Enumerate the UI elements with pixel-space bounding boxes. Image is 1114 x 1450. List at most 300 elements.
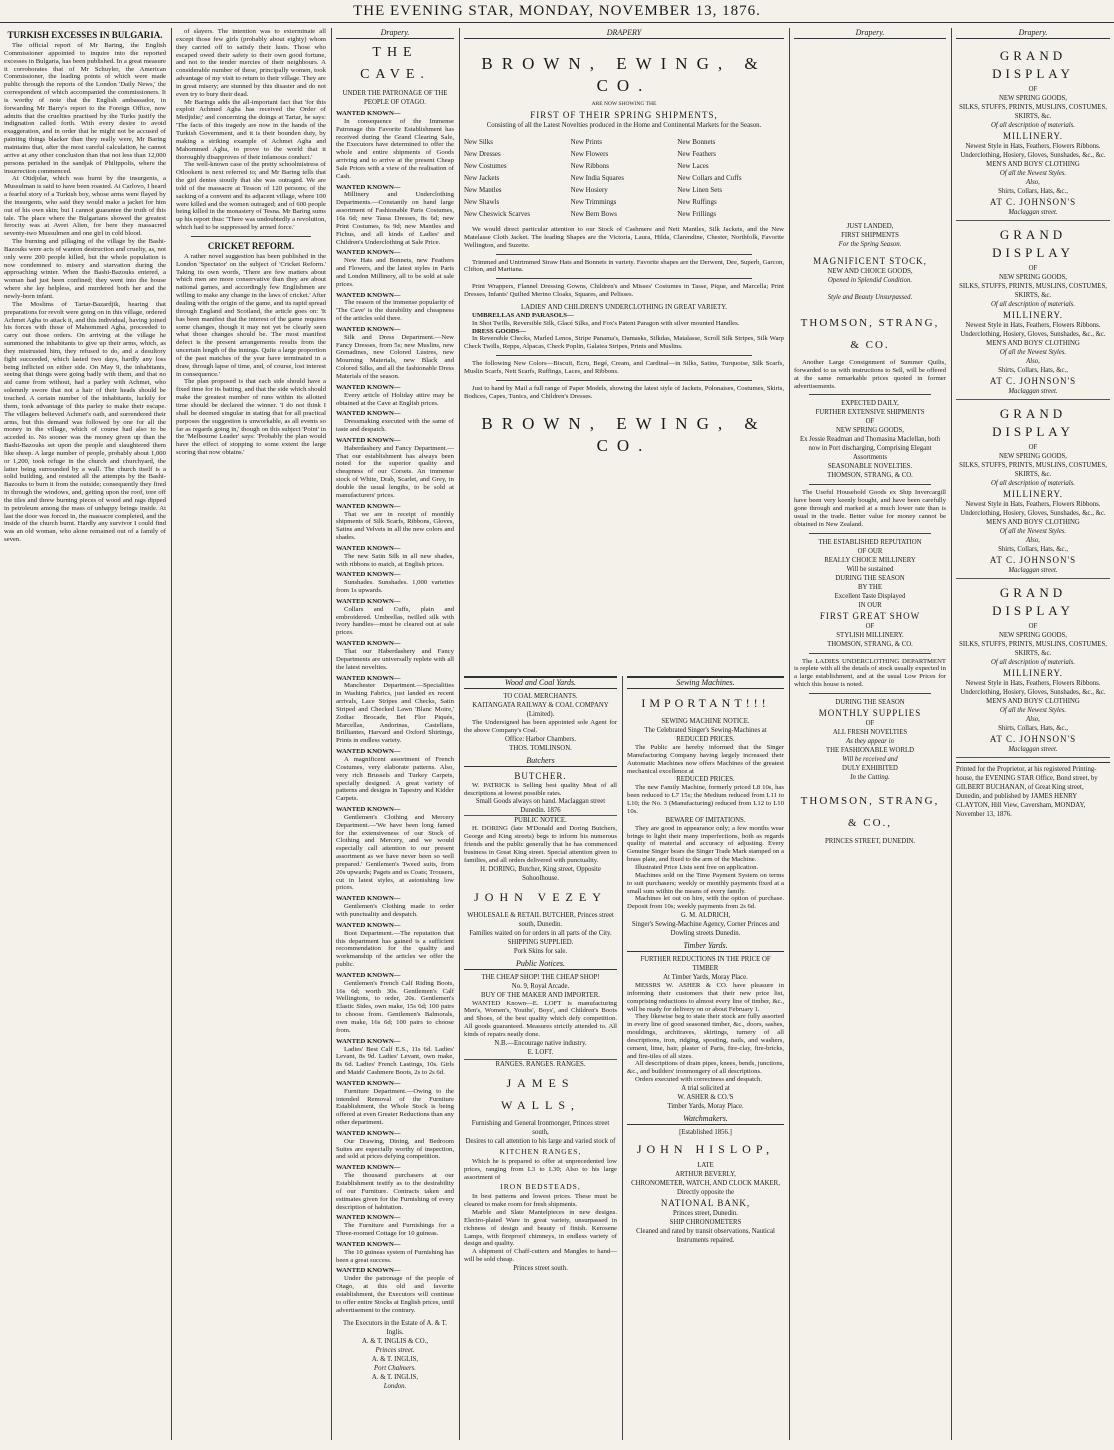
wanted-known-text: A magnificent assortment of French Costumes, very elaborate patterns. Also, very rich Brussels and Turkey Carpets, specially designed. A great variety of patterns and designs in Tapestry and Kidder Carpets.	[336, 755, 454, 803]
ad-para: Print Wrappers, Flannel Dressing Gowns, Children's and Misses' Costumes in Tasse, Pique, and Marcella; Print Dresses, Infants' Quilted Merino Cloaks, Squares, and Pelisses.	[464, 283, 784, 299]
johnson-line-also: Also,	[1026, 179, 1040, 186]
ad-line: G. M. ALDRICH,	[680, 912, 731, 920]
johnson-line-mil: MILLINERY.	[1002, 310, 1064, 320]
ad-line: REDUCED PRICES.	[676, 776, 735, 784]
wanted-known-head: WANTED KNOWN—	[336, 640, 401, 648]
johnson-line-nsg: NEW SPRING GOODS,	[998, 632, 1068, 639]
wanted-known-head: WANTED KNOWN—	[336, 674, 401, 682]
ad-line: At Timber Yards, Moray Place.	[663, 974, 748, 982]
ad-line: DURING THE SEASON	[835, 698, 905, 706]
ad-line: STYLISH MILLINERY.	[836, 631, 904, 639]
wanted-known-head: WANTED KNOWN—	[336, 1164, 401, 1172]
johnson-line-of: OF	[1028, 623, 1038, 630]
cave-sig: A. & T. INGLIS,	[371, 1373, 419, 1381]
johnson-line-of: OF	[1028, 86, 1038, 93]
johnson-line-also: Also,	[1026, 358, 1040, 365]
wanted-known-head: WANTED KNOWN—	[336, 383, 401, 391]
ad-para: H. DORING (late M'Donald and Doring Butchers, George and King streets) begs to inform his numerous friends and the public generally that he has commenced business in Great King street. Special attention given to families, and all orders delivered with punctuality.	[464, 825, 617, 864]
novelty-col	[677, 136, 784, 220]
johnson-line-ns: Newest Style in Hats, Feathers, Flowers Ribbons.	[965, 322, 1101, 329]
johnson-line-acj: AT C. JOHNSON'S	[989, 555, 1077, 565]
ad-line: THOS. TOMLINSON.	[509, 744, 572, 752]
johnson-line-gd: GRAND DISPLAY	[992, 585, 1074, 618]
column-johnson	[956, 28, 1110, 1440]
cave-patronage: UNDER THE PATRONAGE OF THE PEOPLE OF OTAGO.	[342, 90, 448, 106]
ad-line: Excellent Taste Displayed	[834, 592, 906, 600]
firm-name: THOMSON, STRANG, & CO.,	[800, 794, 940, 829]
johnson-line-nsg: NEW SPRING GOODS,	[998, 274, 1068, 281]
wanted-known-head: WANTED KNOWN—	[336, 748, 401, 756]
section-head: Drapery.	[956, 28, 1110, 39]
ad-line: THOMSON, STRANG, & CO.	[827, 640, 913, 648]
wanted-known-text: The 10 guineas system of Furnishing has been a great success.	[336, 1248, 454, 1264]
column-sewing	[627, 676, 784, 1442]
wanted-known-head: WANTED KNOWN—	[336, 110, 401, 117]
column-news-2	[176, 28, 326, 1440]
ad-line: WHOLESALE & RETAIL BUTCHER, Princes street south, Dunedin.	[467, 911, 614, 928]
johnson-line-uh: Underclothing, Hosiery, Gloves, Sunshades, &c., &c.	[960, 689, 1106, 696]
ad-line: KITCHEN RANGES,	[499, 1146, 582, 1156]
johnson-line-oan: Of all the Newest Styles.	[999, 528, 1067, 535]
first-shipment: FIRST OF THEIR SPRING SHIPMENTS,	[530, 110, 718, 120]
ad-para: A shipment of Chaff-cutters and Mangles to hand—will be sold cheap.	[464, 1248, 617, 1264]
johnson-line-nsg: NEW SPRING GOODS,	[998, 453, 1068, 460]
johnson-line-sch: Shirts, Collars, Hats, &c.,	[998, 725, 1068, 732]
article-para: The burning and pillaging of the village by the Bashi-Bazouks were acts of wanton destruction and cruelty, as, not only were 200 people killed, but the whole population is now condemned to misery and starvation during the approaching winter. When the Bashi-Bazouks entered, a woman had just been confined; they went into the house where she lay helpless, and murdered both her and the newly-born infant.	[4, 238, 166, 300]
johnson-line-adm: Of all description of materials.	[990, 301, 1075, 308]
ad-line: OF	[865, 622, 875, 630]
novelty-item: New Collars and Cuffs	[677, 174, 742, 182]
novelty-item: New Bonnets	[677, 138, 716, 146]
ad-line: Style and Beauty Unsurpassed.	[827, 294, 913, 301]
column-thomson-strang	[794, 28, 946, 1440]
section-head: Drapery.	[794, 28, 946, 39]
johnson-line-of: OF	[1028, 265, 1038, 272]
johnson-line-mbc: MEN'S AND BOYS' CLOTHING	[986, 340, 1080, 347]
ad-title: BUTCHER.	[514, 770, 567, 781]
ad-line: ARTHUR BEVERLY,	[675, 1171, 736, 1178]
johnson-line-oan: Of all the Newest Styles.	[999, 707, 1067, 714]
johnson-line-oan: Of all the Newest Styles.	[999, 349, 1067, 356]
ad-para: The new Family Machine, formerly priced L8 10s, has been reduced to L7 15s; the Medium reduced from L11 to L10; the No. 3 (Manufacturing) reduced from L12 to L10 10s.	[627, 784, 784, 815]
wanted-known-head: WANTED KNOWN—	[336, 571, 401, 579]
johnson-line-sch: Shirts, Collars, Hats, &c.,	[998, 188, 1068, 195]
wanted-known-text: Sunshades. Sunshades. 1,000 varieties from 1s upwards.	[336, 579, 454, 595]
ad-line: [Established 1856.]	[679, 1129, 732, 1136]
ad-para: The Undersigned has been appointed sole Agent for the above Company's Coal.	[464, 719, 617, 734]
wanted-known-head: WANTED KNOWN—	[336, 1240, 401, 1248]
ad-line: THOMSON, STRANG, & CO.	[827, 472, 913, 480]
johnson-line-ssp: SILKS, STUFFS, PRINTS, MUSLINS, COSTUMES, SKIRTS, &c.	[959, 641, 1107, 657]
wanted-known-text: Under the patronage of the people of Otago, at this old and favorite establishment, the Executors will continue to offer entire Stocks at English prices, until advertisement to the contrary.	[336, 1275, 454, 1314]
johnson-line-mbc: MEN'S AND BOYS' CLOTHING	[986, 519, 1080, 526]
ad-line: BUY OF THE MAKER AND IMPORTER.	[481, 991, 600, 999]
ad-line: Ex Jessie Readman and Thomasina Maclellan, both now in Port discharging, Comprising Elegant Assortments	[799, 436, 941, 462]
johnson-line-uh: Underclothing, Hosiery, Gloves, Sunshades, &c., &c.	[960, 331, 1106, 338]
cave-title: THE CAVE.	[360, 45, 430, 82]
novelty-item: New Prints	[570, 138, 602, 146]
ad-line: IN OUR	[858, 601, 882, 609]
ad-line: REDUCED PRICES.	[676, 736, 735, 743]
ad-line: FIRST GREAT SHOW	[819, 610, 921, 621]
section-head: Sewing Machines.	[627, 678, 784, 689]
ad-line: JUST LANDED,	[846, 223, 894, 230]
novelty-item: New Cheswick Scarves	[464, 210, 531, 218]
ad-para: The LADIES UNDERCLOTHING DEPARTMENT is replete with all the details of stock usually expected in a large establishment, and at the usual Low Prices for which this house is noted.	[794, 657, 946, 689]
ad-line: ALL FRESH NOVELTIES	[832, 728, 908, 736]
johnson-line-nsg: NEW SPRING GOODS,	[998, 95, 1068, 102]
novelty-col	[464, 136, 571, 220]
wanted-known-text: Boot Department.—The reputation that this department has gained is a sufficient recommendation for the quality and workmanship of the articles we offer the public.	[336, 929, 454, 969]
divider	[809, 484, 931, 485]
ad-line: Desires to call attention to his large and varied stock of	[465, 1137, 616, 1145]
novelty-item: New Linen Sets	[677, 186, 723, 194]
cave-sig: London.	[383, 1382, 407, 1390]
ad-line: H. DORING, Butcher, King street, Opposite Sohoolhouse.	[480, 865, 601, 882]
wanted-known-text: Ladies' Best Calf E.S., 11s 6d. Ladies' Levant, 8s 9d. Ladies' Levant, own make, 8s 6d. Ladies' French Lastings, 10s. Girls and Maids' Cashmere Boots, 2s to 2s 6d.	[336, 1045, 454, 1077]
column-wood-coal	[464, 676, 617, 1442]
johnson-line-ms: Maclaggan street.	[1008, 209, 1058, 216]
wanted-known-text: In consequence of the Immense Patronage this Favorite Establishment has received during the Grand Clearing Sale, the Executors have determined to offer the whole and entire shipments of Goods arriving and to arrive at the present Cheap Sale Prices with a view of the realisation of Cash.	[336, 117, 454, 180]
ad-para: Which he is prepared to offer at unprecedented low prices, ranging from L3 to L30; Also to his large assortment of	[464, 1157, 617, 1181]
johnson-line-sch: Shirts, Collars, Hats, &c.,	[998, 546, 1068, 553]
ad-line: NEW AND CHOICE GOODS,	[827, 268, 913, 275]
article-para: The official report of Mr Baring, the English Commissioner appointed to inquire into the reported excesses in Bulgaria, has been published. In a great measure it corroborates that of Mr Schuyler, the American Commissioner, the leading points of which were made public through the reports of the London 'Daily News,' the correspondent of which accompanied the commissioners. It is worthy of note that the English ambassador, in forwarding Mr Barry's report to the Foreign Office, now admits that the cruelties practised by the Turks justify the indignation called forth. With every desire to avoid exaggeration, and in order that he might not be accused of painting things blacker than they really were, Mr Baring maintains that, after the most careful calculation, he cannot arrive at any other conclusion than that not less than 12,000 persons perished in the sandjak of Philippolis, where the insurrection commenced.	[4, 42, 166, 175]
johnson-line-also: Also,	[1026, 537, 1040, 544]
ad-subhead: UMBRELLAS AND PARASOLS—	[472, 311, 574, 319]
ad-para: Trimmed and Untrimmed Straw Hats and Bonnets in variety. Favorite shapes are the Derwent, Dee, Superb, Garcon, Clifton, and Maritana.	[464, 258, 784, 274]
ad-para: The Public are hereby informed that the Singer Manufacturing Company having largely increased their Automatic Machines now offers Machines of the greatest mechanical excellence at	[627, 744, 784, 775]
johnson-line-also: Also,	[1026, 716, 1040, 723]
ad-line: MONTHLY SUPPLIES	[818, 707, 922, 718]
wanted-known-head: WANTED KNOWN—	[336, 1079, 401, 1087]
ad-line: E. LOFT.	[527, 1048, 554, 1056]
ad-line: SEWING MACHINE NOTICE.	[661, 718, 750, 725]
ad-title: IMPORTANT!!!	[641, 696, 770, 710]
ad-line: EXPECTED DAILY,	[841, 400, 899, 408]
column-news-1	[4, 28, 166, 1440]
johnson-line-acj: AT C. JOHNSON'S	[989, 197, 1077, 207]
ad-line: IRON BEDSTEADS,	[500, 1182, 581, 1192]
ad-para: We would direct particular attention to our Stock of Cashmere and Nett Mantles, Silk Jackets, and the New Matelasse Cloth Jacket. The leading Shapes are the Victoria, Laura, Hilda, Clarendine, Chester, Northfolk, Favorite Wellington, and Suzette.	[464, 226, 784, 249]
wanted-known-head: WANTED KNOWN—	[336, 1267, 401, 1275]
ad-line: Office: Harbor Chambers.	[504, 735, 577, 743]
novelty-item: New Trimmings	[570, 198, 617, 206]
johnson-line-ns: Newest Style in Hats, Feathers, Flowers Ribbons.	[965, 501, 1101, 508]
ad-para: All descriptions of drain pipes, knees, bends, junctions, &c., and builders' ironmongery of all descriptions.	[627, 1060, 784, 1076]
cave-sig: Port Chalmers.	[374, 1364, 416, 1372]
column-rule	[789, 28, 790, 1440]
ad-para: They are good in appearance only; a few months wear brings to light their many imperfections, both as regards quality of material and accuracy of adjusting. Every Genuine Singer bears the Singer Trade Mark stamped on a brass plate, and fixed to the arm of the Machine.	[627, 824, 784, 864]
ad-para: MESSRS W. ASHER & CO. have pleasure in informing their customers that their new price list, comprising reductions to almost every line of timber, &c., will be ready for delivery on or about February 1.	[627, 982, 784, 1013]
divider	[496, 380, 752, 381]
section-head: Butchers	[464, 756, 617, 767]
johnson-line-acj: AT C. JOHNSON'S	[989, 376, 1077, 386]
johnson-line-ns: Newest Style in Hats, Feathers, Flowers Ribbons.	[965, 143, 1101, 150]
wanted-known-text: Gentlemen's Clothing made to order with punctuality and despatch.	[336, 903, 454, 918]
ad-line: SHIP CHRONOMETERS	[669, 1219, 742, 1226]
ad-line: BEWARE OF IMITATIONS.	[665, 816, 746, 824]
johnson-line-gd: GRAND DISPLAY	[992, 227, 1074, 260]
johnson-line-mil: MILLINERY.	[1002, 668, 1064, 678]
section-head: DRAPERY	[464, 28, 784, 39]
ad-line: NEW SPRING GOODS,	[835, 427, 905, 435]
wanted-known-text: Millinery and Underclothing Departments.—Constantly on hand large assortment of Fashionable Paris Costumes, 16s 6d; new Tassa Dresses, 8s 6d; new Print Costumes, 6s 9d; new Mantles and Fichus, and all kinds of Ladies' and Children's Underclothing at Sale Price.	[336, 191, 454, 246]
johnson-line-mil: MILLINERY.	[1002, 489, 1064, 499]
johnson-line-uh: Underclothing, Hosiery, Gloves, Sunshades, &c., &c.	[960, 152, 1106, 159]
article-para: The well-known case of the pretty schoolmistress of Otlookeni is next referred to; and Mr Baring tells that the girl denies stoutly that she was outraged. We are told of the massacre at Tesson of 120 persons; of the sacking of a convent and its adjacent village, where 100 were killed and the women outraged; and of 600 people being killed in the monastery of Tesna. Mr Baring sums up his report thus: 'There was undoubtedly a revolution, which had to be suppressed by armed force.'	[176, 161, 326, 232]
ad-para: Illustrated Price Lists sent free on application.	[635, 863, 759, 871]
consisting: Consisting of all the Latest Novelties produced in the Home and Continental Markets for the Season.	[486, 122, 762, 129]
johnson-ad	[956, 221, 1110, 400]
cave-sig: A. & T. INGLIS & CO.,	[361, 1337, 429, 1345]
ad-line: LATE	[697, 1162, 714, 1169]
johnson-line-adm: Of all description of materials.	[990, 480, 1075, 487]
ad-para: Machines sold on the Time Payment System on terms to suit purchasers; weekly or monthly payments fixed at a small sum within the means of every family.	[627, 871, 784, 895]
wanted-known-text: Silk and Dress Department.—New Fancy Dresses, from 5s; new Muslins, new Grenadines, new Colored Lustres, new Mourning Materials, new Black and Colored Silks, and all the fashionable Dress Materials of the season.	[336, 333, 454, 380]
johnson-line-ssp: SILKS, STUFFS, PRINTS, MUSLINS, COSTUMES, SKIRTS, &c.	[959, 462, 1107, 478]
wanted-known-head: WANTED KNOWN—	[336, 249, 401, 257]
ad-line: CHRONOMETER, WATCH, AND CLOCK MAKER,	[631, 1180, 780, 1187]
ad-para: WANTED Known—E. LOFT is manufacturing Men's, Women's, Youths', Boys', and Children's Boots and Shoes, of the best quality which defy competition. All goods guaranteed. Measures strictly attended to. All kinds of repairs neatly done.	[464, 999, 617, 1038]
johnson-line-oan: Of all the Newest Styles.	[999, 170, 1067, 177]
ad-line: Will be sustained	[846, 565, 894, 573]
divider	[809, 394, 931, 395]
novelty-item: New Frillings	[677, 210, 717, 218]
cave-sig: Princes street.	[375, 1346, 415, 1354]
ad-line: NATIONAL BANK,	[660, 1198, 751, 1208]
wanted-known-head: WANTED KNOWN—	[336, 325, 401, 333]
cave-sig: A. & T. INGLIS,	[371, 1355, 419, 1363]
novelty-item: New Ribbons	[570, 162, 609, 170]
johnson-line-sch: Shirts, Collars, Hats, &c.,	[998, 367, 1068, 374]
johnson-line-of: OF	[1028, 444, 1038, 451]
wanted-known-head: WANTED KNOWN—	[336, 1037, 401, 1045]
ad-para: Just to hand by Mail a full range of Paper Models, showing the latest style of Jackets, Polonaises, Costumes, Skirts, Bodices, Capes, Tunics, and Children's Dresses.	[464, 384, 784, 400]
johnson-line-uh: Underclothing, Hosiery, Gloves, Sunshades, &c., &c.	[960, 510, 1106, 517]
novelty-item: New Dresses	[464, 150, 501, 158]
column-rule	[331, 28, 332, 1440]
article-para: A rather novel suggestion has been published in the London 'Spectator' on the subject of 'Cricket Reform.' Taking its own words, 'There are few matters about which men are more conservative than they are about national games, and accordingly few Englishmen are willing to make any change in the laws of cricket.' After dealing with the origin of the game, and its rapid spread through England and Scotland, the article goes on: 'It has been manifest that the interest of the game requires some changes, though it may not yet be clearly seen what those changes should be. The most manifest defect is the present arrangements results from the uncertain length of the innings. Quite a large proportion of the past matches of the year have terminated in a draw, through lapse of time, and, of course, lost interest in consequence.'	[176, 252, 326, 378]
ad-line: N.B.—Encourage native industry.	[494, 1039, 587, 1047]
ad-para: W. PATRICK is Selling best quality Meat of all descriptions at lowest possible rates.	[464, 781, 617, 797]
divider	[809, 533, 931, 534]
wanted-known-text: Collars and Cuffs, plain and embroidered. Umbrellas, twilled silk with ivory handles—must be cleared out at sale prices.	[336, 605, 454, 637]
wanted-known-text: Haberdashery and Fancy Department.—That our establishment has always been noted for the superior quality and cheapness of our Corsets. An immense stock of White, Drab, Scarlet, and Grey, in double the usual lengths, to be sold at manufacturers' prices.	[336, 444, 454, 499]
johnson-line-adm: Of all description of materials.	[990, 122, 1075, 129]
wanted-known-text: New Hats and Bonnets, new Feathers and Flowers, and the latest styles in Paris and London Millinery, all to be sold at sale prices.	[336, 257, 454, 288]
novelty-col	[571, 136, 678, 220]
section-head: Public Notices.	[464, 959, 617, 970]
ad-para: They likewise beg to state their stock are fully assorted in every line of good seasoned timber, &c., doors, sashes, mouldings, architraves, skirtings, turnery of all descriptions, iron, ridging, spouting, nails, and washers, cement, lime, hair, plaster of Paris, fire-clay, fire-bricks, and fire-tiles of all sizes.	[627, 1013, 784, 1060]
ad-line: For the Spring Season.	[838, 241, 902, 248]
johnson-line-ms: Maclaggan street.	[1008, 567, 1058, 574]
novelty-item: New Hosiery	[570, 186, 608, 194]
ad-line: Timber Yards, Moray Place.	[667, 1103, 744, 1110]
johnson-line-mil: MILLINERY.	[1002, 131, 1064, 141]
wanted-known-text: The Furniture and Furnishings for a Three-roomed Cottage for 10 guineas.	[336, 1222, 454, 1238]
section-head: Watchmakers.	[627, 1114, 784, 1125]
wanted-known-text: The thousand purchasers at our Establishment testify as to the desirability of our Furniture. Contracts taken and estimates given for the Furnishing of every description of habitation.	[336, 1172, 454, 1211]
wanted-known-text: Manchester Department.—Specialities in Washing Fabrics, just landed ex recent arrivals, Lace Stripes and Checks, Satin Striped and Checked Lawn 'Blanc Moire,' Zodiac Brocade, Bet Flor Piqués, Marcellas, Andorinas, Castellans, Brilliantes, Harvard and Oxford Shirtings, Prints in endless variety.	[336, 682, 454, 745]
wanted-known-head: WANTED KNOWN—	[336, 1129, 401, 1137]
johnson-line-adm: Of all description of materials.	[990, 659, 1075, 666]
ad-line: Families waited on for orders in all parts of the City.	[469, 929, 612, 937]
divider	[496, 278, 752, 279]
section-head: Wood and Coal Yards.	[464, 678, 617, 689]
firm-name: BROWN, EWING, & CO.	[481, 54, 767, 95]
wanted-known-head: WANTED KNOWN—	[336, 895, 401, 903]
ad-line: DULY EXHIBITED	[842, 764, 898, 772]
divider	[191, 236, 311, 237]
wanted-known-text: The reason of the immense popularity of 'The Cave' is the durability and cheapness of the articles sold there.	[336, 299, 454, 323]
ad-line: OF	[865, 418, 875, 426]
article-para: Mr Barings adds the all-important fact that 'for this exploit Achmed Agha has received the Order of Medjidie;' and concerning the doings at Tartar, he says: 'The facts of this tragedy are now in the hands of the Turkish Government, and it is their bounden duty, by making a striking example of Achmet Agha and Mahommed Agha, to prove to the world that it thoroughly disapproves of their infamous conduct.'	[176, 98, 326, 161]
johnson-line-gd: GRAND DISPLAY	[992, 406, 1074, 439]
wanted-known-head: WANTED KNOWN—	[336, 436, 401, 444]
article-title: TURKISH EXCESSES IN BULGARIA.	[7, 30, 163, 40]
ad-line: Princes street, Dunedin.	[673, 1210, 738, 1217]
divider	[809, 653, 931, 654]
wanted-known-text: Dressmaking executed with the same of taste and despatch.	[336, 418, 454, 434]
article-para: of slayers. The intention was to exterminate all except those few girls (probably about eighty) whom they carried off to satisfy their lusts. Those who escaped owed their safety to their own good fortune, and not to the tender mercies of their neighbours. A considerable number of these, principally women, took advantage of my visit to return to their village. They are in great misery; are stunned by this disaster and do not even try to bury their dead.	[176, 28, 326, 98]
ad-title: JOHN VEZEY	[474, 889, 607, 904]
ad-para: In Reversible Checks, Marled Lenos, Stripe Panama's, Damasks, Silkdas, Matalasse, Scroll Silk Stripes, Silk Warp Check Twills, Repps, Alpacas, Check Poplin, Galatea Stripes, Prints and Muslins.	[464, 335, 784, 351]
ad-para: Orders executed with correctness and despatch.	[635, 1076, 763, 1084]
imprint: Printed for the Proprietor, at his registered Printing-house, the EVENING STAR Office, Bond street, by GILBERT BUCHANAN, of Great King street, Dunedin, and published by JAMES HENRY CLAYTON, Hill View, Caversham, MONDAY, November 13, 1876.	[956, 762, 1110, 819]
wanted-known-head: WANTED KNOWN—	[336, 1214, 401, 1222]
ad-line: Pork Skins for sale.	[513, 947, 568, 955]
ad-line: W. ASHER & CO.'S	[677, 1094, 734, 1101]
novelty-item: New Costumes	[464, 162, 507, 170]
article-para: The Moslims of Tartar-Bazardjik, hearing that preparations for revolt were going on in this village, ordered Achmet Agha to attack it, and this individual, having joined his forces with those of Mahommed Agha, proceeded to carry out those orders. On arriving at the village he summoned the inhabitants to give up their arms, which, as they mistrusted him, they refused to do, and a desultory fight succeeded, which lasted two days, hardly any loss being inflicted on either side. On May 9, the inhabitants, seeing that things were going badly with them, and that no aid came from without, had a parley with Achmet, who solemnly swore that not a hair of their heads should be touched. A certain number of the inhabitants, luckily for them, took advantage of this parley to make their escape. The villagers believed Achmet's oath, and surrendered their arms, but this demand was followed by one for all the money in the village, which of course had also to be acceded to. No sooner was the money given up than the Bashi-Bazouks set upon the people and slaughtered them like sheep. A large number of people, probably about 1,000 or 1,200, took refuge in the church and churchyard, the latter being surrounded by a wall. The church itself is a solid building, and resisted all the attempts by the Bashi-Bazouks to burn it from the outside; consequently they fired in through the windows, and, getting upon the roof, tore off the tiles and threw burning pieces of wood and rags dipped in petroleum among the mass of unhappy beings inside. At last the door was forced in, the massacre completed, and the inside of the church burnt. Hardly any survivor I could find was an old woman, who alone remained out of a family of seven.	[4, 300, 166, 544]
masthead: THE EVENING STAR, MONDAY, NOVEMBER 13, 1876.	[0, 0, 1114, 23]
wanted-known-head: WANTED KNOWN—	[336, 971, 401, 979]
johnson-line-gd: GRAND DISPLAY	[992, 48, 1074, 81]
johnson-line-ms: Maclaggan street.	[1008, 388, 1058, 395]
ad-line: Opened in Splendid Condition.	[827, 277, 913, 284]
showing: ARE NOW SHOWING THE	[591, 101, 657, 107]
column-rule	[951, 28, 952, 1440]
ad-line: SHIPPING SUPPLIED.	[507, 938, 574, 946]
novelty-item: New Jackets	[464, 174, 500, 182]
novelty-item: New India Squares	[570, 174, 624, 182]
wanted-known-text: That we are in receipt of monthly shipments of Silk Scarfs, Ribbons, Gloves, Satins and Velvets in all the new colors and shades.	[336, 510, 454, 542]
column-rule	[171, 28, 172, 1440]
wanted-known-head: WANTED KNOWN—	[336, 544, 401, 552]
johnson-line-mbc: MEN'S AND BOYS' CLOTHING	[986, 698, 1080, 705]
ad-line: Will be received and	[842, 755, 898, 763]
novelty-item: New Mantles	[464, 186, 502, 194]
ad-line: No. 9, Royal Arcade.	[511, 982, 570, 990]
ad-line: REALLY CHOICE MILLINERY	[824, 556, 916, 564]
johnson-ads	[956, 42, 1110, 758]
johnson-line-ms: Maclaggan street.	[1008, 746, 1058, 753]
ad-line: KAITANGATA RAILWAY & COAL COMPANY (Limited).	[472, 702, 609, 718]
section-head: Drapery.	[336, 28, 454, 39]
novelty-item: New Shawls	[464, 198, 500, 206]
novelty-item: New Flowers	[570, 150, 609, 158]
ad-title: JAMES WALLS,	[501, 1075, 580, 1112]
johnson-ad	[956, 579, 1110, 758]
section-head: Timber Yards.	[627, 941, 784, 952]
article-para: The plan proposed is that each side should have a fixed time for its batting, and that the side which should make the greatest number of runs within its allotted time should be declared the winner. 'I do not think I shall be deemed singular in stating that for all practical purposes the suggestion is unworkable, as all events so far as regards going in,' though on this subject 'Point' in the 'Melbourne Leader' says: 'Probably the plan would have the effect of stopping to some extent the large scoring that now obtains.'	[176, 378, 326, 457]
novelty-list	[464, 136, 784, 220]
ad-para: The following New Colors—Biscuit, Ecru, Begé, Cream, and Cardinal—in Silks, Satins, Turquoise, Silk Scarfs, Muslin Scarfs, Nett Scarfs, Ruffings, Laces, and Ribbons.	[464, 360, 784, 375]
wanted-known-text: The new Satin Silk in all new shades, with ribbons to match, at English prices.	[336, 552, 454, 568]
ad-para: The Useful Household Goods ex Ship Invercargill have been very keenly bought, and have been carefully gone through and marked at a much lower rate than is usual in the trade. Better value for money cannot be obtained in New Zealand.	[794, 489, 946, 528]
ad-line: OF OUR	[857, 547, 883, 555]
ad-line: FIRST SHIPMENTS	[841, 232, 899, 239]
novelty-item: New Ruffings	[677, 198, 717, 206]
column-rule	[459, 28, 460, 1440]
wanted-known-text: That our Haberdashery and Fancy Departments are universally replete with all the latest novelties.	[336, 648, 454, 671]
wanted-known-head: WANTED KNOWN—	[336, 502, 401, 510]
divider	[496, 254, 752, 255]
column-the-cave	[336, 28, 454, 1440]
ad-line: THE CHEAP SHOP! THE CHEAP SHOP!	[481, 973, 600, 981]
article-para: At Otidjolar, which was burnt by the insurgents, a Mussulman is said to have been roasted. At Carlovo, I heard a fearful story of a Turkish boy, whose arms were flayed by the insurgents, who said they would make a jacket for him out of his own skin; but I cannot guarantee the truth of this tale. The place where the Bulgarians showed the greatest ferocity was at Avret Alien, for here they massacred seventy-two Mussulmen and one girl in cold blood.	[4, 175, 166, 238]
ad-line: TO COAL MERCHANTS.	[503, 693, 578, 700]
ad-para: In Shot Twills, Reversible Silk, Glacé Silks, and Fox's Patent Paragon with silver mounted Handles.	[472, 319, 740, 327]
article-title: CRICKET REFORM.	[207, 240, 295, 251]
cave-items	[336, 110, 454, 1315]
ad-line: The Celebrated Singer's Sewing-Machines at	[644, 727, 767, 734]
ad-line: Singer's Sewing-Machine Agency, Corner Princes and Dowling streets Dunedin.	[631, 921, 780, 938]
johnson-line-acj: AT C. JOHNSON'S	[989, 734, 1077, 744]
novelty-item: New Silks	[464, 138, 493, 146]
firm-name: THOMSON, STRANG, & CO.	[800, 317, 940, 351]
johnson-ad	[956, 42, 1110, 221]
ad-line: PRINCES STREET, DUNEDIN.	[824, 837, 916, 845]
ad-line: THE FASHIONABLE WORLD	[825, 746, 915, 754]
wanted-known-head: WANTED KNOWN—	[336, 183, 401, 191]
johnson-line-ns: Newest Style in Hats, Feathers, Flowers Ribbons.	[965, 680, 1101, 687]
ad-line: Cleaned and rated by transit observations, Nautical Instruments repaired.	[636, 1228, 775, 1244]
ad-line: DURING THE SEASON	[835, 574, 905, 582]
ad-line: RANGES. RANGES. RANGES.	[464, 1059, 617, 1069]
johnson-ad	[956, 400, 1110, 579]
wanted-known-head: WANTED KNOWN—	[336, 410, 401, 418]
ad-line: OF	[865, 719, 875, 727]
ad-para: In best patterns and lowest prices. These must be cleared to make room for fresh shipments.	[464, 1193, 617, 1209]
ad-para: Marble and Slate Mantelpieces in new designs. Electro-plated Ware in great variety, unsurpassed in richness of design and beauty of finish. Kerosene Lamps, with fireproof chimneys, in endless variety of design and quality.	[464, 1209, 617, 1248]
wanted-known-text: Gentlemen's French Calf Riding Boots, 16s 6d; worth 30s. Gentlemen's Calf Wellingtons, to order, 20s. Gentlemen's Elastic Sides, own make, 15s 6d; 100 pairs to choose from. Gentlemen's Balmorals, own make, 16s 6d; 100 pairs to choose from.	[336, 979, 454, 1034]
ad-line: Princes street south.	[513, 1264, 568, 1272]
wanted-known-head: WANTED KNOWN—	[336, 291, 401, 299]
ad-line: Small Goods always on hand. Maclaggan street Dunedin. 1876	[475, 798, 606, 815]
ad-line: A trial solicited at	[681, 1085, 730, 1092]
ad-para: Machines let out on hire, with the option of purchase. Deposit from 10s; weekly payments from 2s 6d.	[627, 895, 784, 911]
wanted-known-text: Every article of Holiday attire may be obtained at the Cave at English prices.	[336, 391, 454, 407]
wanted-known-head: WANTED KNOWN—	[336, 921, 401, 929]
novelty-item: New Feathers	[677, 150, 717, 158]
wanted-known-text: Gentlemen's Clothing and Mercery Department.—'We have been long famed for the extensiveness of our Stock of Clothing and Mercery, and we would especially call attention to our present assortment as we have never been so well prepared.' Gentlemen's Tweed suits, from 20s upwards; Pagets and ss Coats; Trousers, cut in latest styles, at astonishing low prices.	[336, 813, 454, 892]
wanted-known-text: Our Drawing, Dining, and Bedroom Suites are especially worthy of inspection, and sold at prices defying competition.	[336, 1137, 454, 1161]
wanted-known-head: WANTED KNOWN—	[336, 806, 401, 814]
ad-line: Directly opposite the	[676, 1189, 734, 1196]
ad-line: FURTHER REDUCTIONS IN THE PRICE OF TIMBER	[640, 956, 771, 973]
cave-footer: The Executors in the Estate of A. & T. Inglis.	[343, 1319, 447, 1336]
ad-line: PUBLIC NOTICE.	[464, 815, 617, 825]
ad-line: In the Cutting.	[850, 773, 890, 781]
ad-line: MAGNIFICENT STOCK,	[813, 256, 927, 266]
ad-line: SEASONABLE NOVELTIES.	[827, 463, 913, 471]
novelty-item: New Laces	[677, 162, 709, 170]
ad-line: BY THE	[858, 583, 882, 591]
ad-line: Furnishing and General Ironmonger, Princes street south,	[471, 1119, 610, 1136]
johnson-line-mbc: MEN'S AND BOYS' CLOTHING	[986, 161, 1080, 168]
